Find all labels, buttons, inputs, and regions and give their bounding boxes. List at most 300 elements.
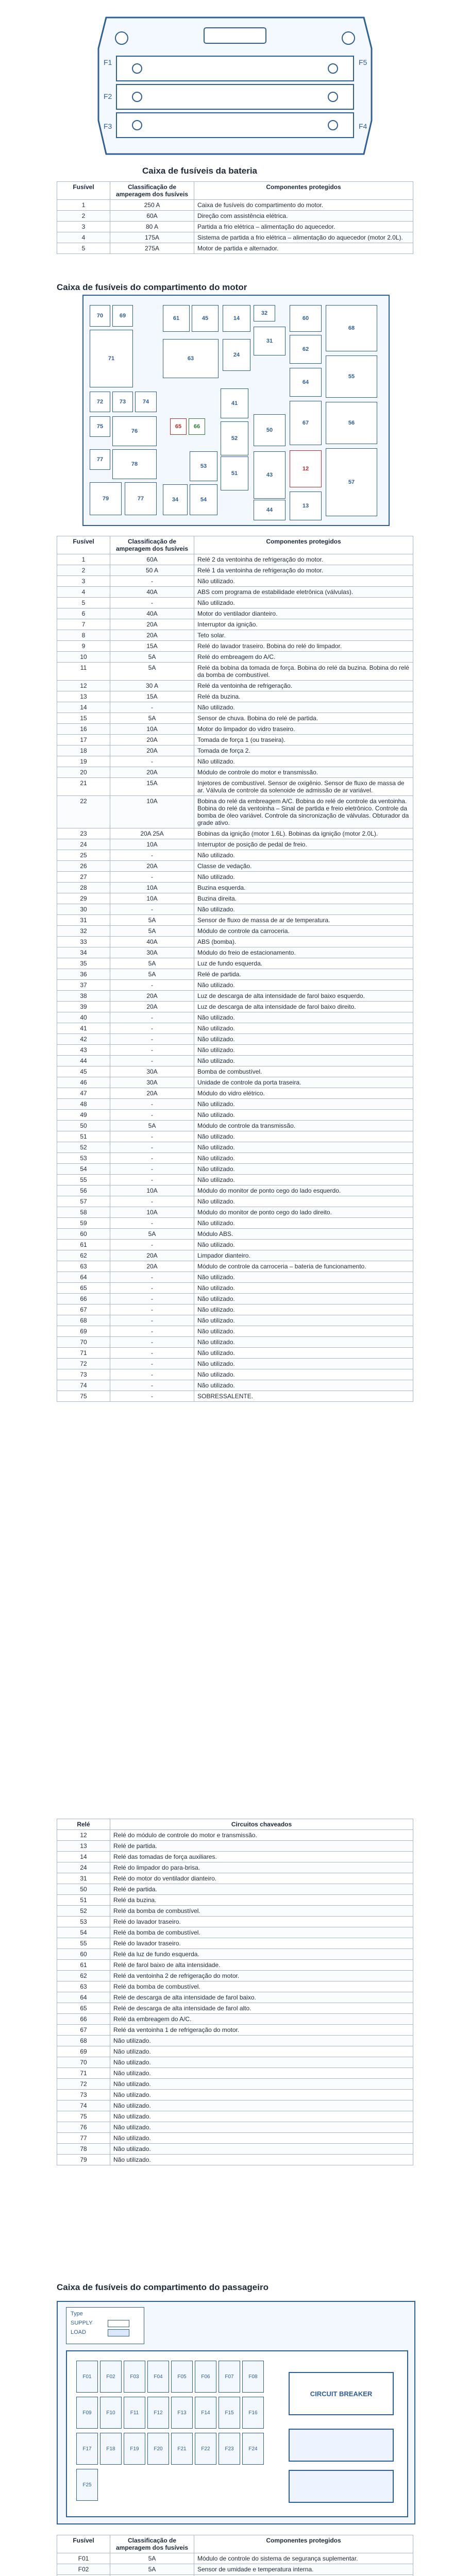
table-row xyxy=(57,1391,413,1402)
table-cell: 9 xyxy=(57,641,110,652)
table-cell: 78 xyxy=(57,2144,110,2155)
table-cell: 3 xyxy=(57,222,110,232)
table-cell: 13 xyxy=(57,1841,110,1852)
passenger-fuse-slot: F08 xyxy=(242,2361,264,2393)
table-row xyxy=(57,1369,413,1380)
table-row xyxy=(57,1830,413,1841)
table-cell: 77 xyxy=(57,2133,110,2144)
table-cell: 12 xyxy=(57,681,110,691)
table-row xyxy=(57,565,413,576)
table-row xyxy=(57,745,413,756)
table-cell: - xyxy=(110,1175,194,1185)
engine-header-fuse: Fusível xyxy=(57,536,110,554)
engine-fuse-77: 77 xyxy=(90,449,110,470)
table-row xyxy=(57,1971,413,1981)
engine-fuse-77b: 77 xyxy=(125,482,157,515)
table-row xyxy=(57,1873,413,1884)
passenger-fuse-slot: F17 xyxy=(76,2433,98,2465)
table-cell: 30 xyxy=(57,904,110,915)
table-cell: - xyxy=(110,1348,194,1359)
table-cell: 60A xyxy=(110,554,194,565)
table-cell: Não utilizado. xyxy=(194,1272,413,1283)
table-cell: Sistema de partida a frio elétrica – alimentação do aquecedor (motor 2.0L). xyxy=(194,232,413,243)
table-cell: 24 xyxy=(57,1862,110,1873)
table-cell: 63 xyxy=(57,1981,110,1992)
table-cell: Relé do embreagem do A/C. xyxy=(194,652,413,663)
table-row xyxy=(57,796,413,828)
table-cell: - xyxy=(110,1294,194,1304)
table-cell: Módulo do monitor de ponto cego do lado esquerdo. xyxy=(194,1185,413,1196)
table-cell: - xyxy=(110,1369,194,1380)
table-cell: 15A xyxy=(110,778,194,796)
table-cell: 74 xyxy=(57,2100,110,2111)
table-cell: Não utilizado. xyxy=(194,1034,413,1045)
table-cell: 24 xyxy=(57,839,110,850)
passenger-header-components: Componentes protegidos xyxy=(194,2535,413,2553)
table-cell: SOBRESSALENTE. xyxy=(194,1391,413,1402)
table-cell: Não utilizado. xyxy=(194,576,413,587)
table-cell: - xyxy=(110,1337,194,1348)
table-row xyxy=(57,713,413,724)
table-cell: 67 xyxy=(57,2025,110,2036)
table-cell: - xyxy=(110,1012,194,1023)
table-row xyxy=(57,200,413,211)
table-cell: Módulo ABS. xyxy=(194,1229,413,1240)
table-row xyxy=(57,2100,413,2111)
table-row xyxy=(57,1185,413,1196)
legend-type-label: Type xyxy=(71,2311,83,2317)
table-cell: - xyxy=(110,756,194,767)
table-row xyxy=(57,1250,413,1261)
table-cell: 63 xyxy=(57,1261,110,1272)
table-cell: 5A xyxy=(110,1121,194,1131)
table-cell: - xyxy=(110,1391,194,1402)
engine-fuse-67: 67 xyxy=(290,401,322,445)
table-row xyxy=(57,702,413,713)
passenger-fuse-slot: F24 xyxy=(242,2433,264,2465)
table-cell: 69 xyxy=(57,2046,110,2057)
table-cell: Relé do módulo de controle do motor e transmissão. xyxy=(110,1830,413,1841)
passenger-fuse-slot: F21 xyxy=(171,2433,193,2465)
table-cell: 19 xyxy=(57,756,110,767)
table-cell: 10A xyxy=(110,883,194,893)
table-cell: 75 xyxy=(57,1391,110,1402)
engine-fuse-55: 55 xyxy=(326,355,377,398)
table-cell: 20A 25A xyxy=(110,828,194,839)
table-cell: Não utilizado. xyxy=(194,1294,413,1304)
passenger-fuse-slot: F03 xyxy=(124,2361,145,2393)
table-cell: Módulo de controle da carroceria – bateria de funcionamento. xyxy=(194,1261,413,1272)
table-cell: 22 xyxy=(57,796,110,828)
engine-fuse-69: 69 xyxy=(112,305,133,327)
engine-fuse-63: 63 xyxy=(163,339,219,378)
engine-fuse-78: 78 xyxy=(112,449,157,479)
passenger-header-amp: Classificação de amperagem dos fusíveis xyxy=(110,2535,194,2553)
table-cell: 28 xyxy=(57,883,110,893)
table-row xyxy=(57,232,413,243)
table-cell: - xyxy=(110,1164,194,1175)
passenger-fuse-slot: F25 xyxy=(76,2469,98,2501)
engine-fuse-13: 13 xyxy=(290,492,322,520)
table-row xyxy=(57,926,413,937)
passenger-fuse-slot: F01 xyxy=(76,2361,98,2393)
table-cell: 50 A xyxy=(110,565,194,576)
table-row xyxy=(57,1852,413,1862)
table-cell: 45 xyxy=(57,1066,110,1077)
table-cell: 66 xyxy=(57,2014,110,2025)
table-row xyxy=(57,1862,413,1873)
engine-fuse-45: 45 xyxy=(192,305,219,332)
table-cell: Módulo de controle da transmissão. xyxy=(194,1121,413,1131)
table-cell: 17 xyxy=(57,735,110,745)
engine-fuse-66: 66 xyxy=(189,418,205,435)
table-row xyxy=(57,1012,413,1023)
table-cell: 51 xyxy=(57,1131,110,1142)
table-cell: 20A xyxy=(110,1002,194,1012)
table-row xyxy=(57,1023,413,1034)
table-cell: 20A xyxy=(110,991,194,1002)
table-cell: - xyxy=(110,1196,194,1207)
svg-text:F3: F3 xyxy=(104,122,112,130)
table-cell: 175A xyxy=(110,232,194,243)
table-cell: Não utilizado. xyxy=(194,1359,413,1369)
table-row xyxy=(57,1927,413,1938)
table-cell: 29 xyxy=(57,893,110,904)
table-cell: 70 xyxy=(57,2057,110,2068)
table-cell: Não utilizado. xyxy=(194,1142,413,1153)
table-cell: Motor do limpador do vidro traseiro. xyxy=(194,724,413,735)
table-row xyxy=(57,1938,413,1949)
table-row xyxy=(57,1099,413,1110)
engine-fuse-57: 57 xyxy=(326,448,377,516)
legend-supply-label: SUPPLY xyxy=(71,2320,93,2326)
table-cell: Não utilizado. xyxy=(194,1240,413,1250)
table-cell: Não utilizado. xyxy=(194,1369,413,1380)
table-row xyxy=(57,1229,413,1240)
table-row xyxy=(57,1981,413,1992)
table-cell: Relé de descarga de alta intensidade de farol alto. xyxy=(110,2003,413,2014)
table-row xyxy=(57,904,413,915)
table-cell: Buzina direita. xyxy=(194,893,413,904)
table-row xyxy=(57,1884,413,1895)
engine-fuse-68: 68 xyxy=(326,305,377,351)
table-row xyxy=(57,915,413,926)
engine-fuse-54: 54 xyxy=(190,484,217,515)
table-row xyxy=(57,1992,413,2003)
table-cell: 50 xyxy=(57,1121,110,1131)
table-cell: Relé de partida. xyxy=(110,1884,413,1895)
table-row xyxy=(57,1088,413,1099)
table-row xyxy=(57,222,413,232)
table-cell: 8 xyxy=(57,630,110,641)
table-cell: 62 xyxy=(57,1971,110,1981)
table-row xyxy=(57,724,413,735)
table-cell: 36 xyxy=(57,969,110,980)
table-cell: Relé de partida. xyxy=(110,1841,413,1852)
table-cell: 23 xyxy=(57,828,110,839)
table-cell: 71 xyxy=(57,2068,110,2079)
engine-fuse-65: 65 xyxy=(170,418,187,435)
engine-fuse-53: 53 xyxy=(190,451,217,481)
table-cell: Não utilizado. xyxy=(110,2090,413,2100)
table-cell: Relé do lavador traseiro. Bobina do relé do limpador. xyxy=(194,641,413,652)
table-cell: 40A xyxy=(110,937,194,947)
table-cell: Sensor de fluxo de massa de ar de temperatura. xyxy=(194,915,413,926)
table-cell: 53 xyxy=(57,1153,110,1164)
table-row xyxy=(57,937,413,947)
table-cell: 5A xyxy=(110,926,194,937)
table-row xyxy=(57,1380,413,1391)
table-cell: Módulo do monitor de ponto cego do lado direito. xyxy=(194,1207,413,1218)
table-cell: Classe de vedação. xyxy=(194,861,413,872)
engine-title: Caixa de fusíveis do compartimento do motor xyxy=(57,282,247,292)
table-cell: 6 xyxy=(57,608,110,619)
table-cell: Não utilizado. xyxy=(110,2068,413,2079)
table-cell: Não utilizado. xyxy=(194,1110,413,1121)
table-cell: - xyxy=(110,598,194,608)
table-cell: Não utilizado. xyxy=(194,1218,413,1229)
battery-table-body xyxy=(57,200,413,254)
table-row xyxy=(57,681,413,691)
table-cell: F01 xyxy=(57,2553,110,2564)
relay-header-relay: Relé xyxy=(57,1819,110,1830)
engine-table-body xyxy=(57,554,413,1402)
engine-fuse-43: 43 xyxy=(254,451,286,499)
table-cell: 10A xyxy=(110,796,194,828)
engine-fuse-34: 34 xyxy=(163,484,188,515)
table-cell: - xyxy=(110,1283,194,1294)
passenger-title: Caixa de fusíveis do compartimento do passageiro xyxy=(57,2282,268,2292)
engine-fuse-62: 62 xyxy=(290,335,322,364)
table-row xyxy=(57,1294,413,1304)
table-cell: 5A xyxy=(110,652,194,663)
table-cell: 14 xyxy=(57,1852,110,1862)
table-row xyxy=(57,2068,413,2079)
engine-fuse-61: 61 xyxy=(163,305,190,332)
table-cell: Relé do limpador do para-brisa. xyxy=(110,1862,413,1873)
table-row xyxy=(57,861,413,872)
table-cell: 26 xyxy=(57,861,110,872)
table-cell: 10A xyxy=(110,1185,194,1196)
table-cell: 20A xyxy=(110,630,194,641)
table-row xyxy=(57,1153,413,1164)
table-cell: Sensor de chuva. Bobina do relé de partida. xyxy=(194,713,413,724)
table-cell: 50 xyxy=(57,1884,110,1895)
table-cell: Não utilizado. xyxy=(110,2122,413,2133)
table-cell: Sensor de umidade e temperatura interna. xyxy=(194,2564,413,2575)
table-cell: 2 xyxy=(57,565,110,576)
table-row xyxy=(57,839,413,850)
table-row xyxy=(57,1895,413,1906)
table-row xyxy=(57,1315,413,1326)
table-cell: 5 xyxy=(57,243,110,254)
legend-supply-icon xyxy=(108,2320,129,2327)
passenger-fuse-slot: F22 xyxy=(195,2433,216,2465)
table-cell: - xyxy=(110,1304,194,1315)
table-row xyxy=(57,1261,413,1272)
table-cell: Não utilizado. xyxy=(110,2155,413,2165)
passenger-fuse-slot: F13 xyxy=(171,2397,193,2429)
table-row xyxy=(57,2036,413,2046)
table-cell: 65 xyxy=(57,2003,110,2014)
passenger-fuse-slot: F16 xyxy=(242,2397,264,2429)
circuit-breaker-block: CIRCUIT BREAKER xyxy=(289,2372,394,2415)
table-cell: 67 xyxy=(57,1304,110,1315)
relay-header-circuits: Circuitos chaveados xyxy=(110,1819,413,1830)
table-cell: 76 xyxy=(57,2122,110,2133)
engine-fuse-64: 64 xyxy=(290,368,322,397)
table-cell: 80 A xyxy=(110,222,194,232)
engine-fuse-50: 50 xyxy=(254,414,286,446)
table-row xyxy=(57,1949,413,1960)
table-cell: Não utilizado. xyxy=(194,1283,413,1294)
passenger-fuse-slot: F09 xyxy=(76,2397,98,2429)
table-cell: Relé do lavador traseiro. xyxy=(110,1938,413,1949)
table-row xyxy=(57,991,413,1002)
table-cell: 16 xyxy=(57,724,110,735)
table-cell: 60 xyxy=(57,1229,110,1240)
table-cell: 1 xyxy=(57,554,110,565)
table-cell: 20A xyxy=(110,735,194,745)
legend-load-label: LOAD xyxy=(71,2329,86,2335)
table-row xyxy=(57,1283,413,1294)
table-cell: 15A xyxy=(110,641,194,652)
table-cell: 5A xyxy=(110,969,194,980)
table-cell: Interruptor de posição de pedal de freio. xyxy=(194,839,413,850)
table-row xyxy=(57,2090,413,2100)
table-cell: - xyxy=(110,1240,194,1250)
passenger-table-body xyxy=(57,2553,413,2576)
table-row xyxy=(57,2111,413,2122)
table-cell: Relé da bomba de combustível. xyxy=(110,1927,413,1938)
table-cell: 15A xyxy=(110,691,194,702)
table-cell: Relé da ventoinha de refrigeração. xyxy=(194,681,413,691)
table-cell: 4 xyxy=(57,587,110,598)
relay-table xyxy=(57,1819,413,2165)
passenger-connector-1 xyxy=(289,2429,394,2462)
table-row xyxy=(57,872,413,883)
svg-text:F4: F4 xyxy=(359,122,367,130)
table-row xyxy=(57,893,413,904)
passenger-legend xyxy=(66,2307,144,2344)
table-cell: 79 xyxy=(57,2155,110,2165)
table-cell: Relé de partida. xyxy=(194,969,413,980)
relay-table-body xyxy=(57,1830,413,2165)
table-cell: 68 xyxy=(57,2036,110,2046)
table-row xyxy=(57,243,413,254)
table-cell: 14 xyxy=(57,702,110,713)
passenger-connector-2 xyxy=(289,2470,394,2503)
table-cell: 60 xyxy=(57,1949,110,1960)
passenger-header-fuse: Fusível xyxy=(57,2535,110,2553)
table-cell: 3 xyxy=(57,576,110,587)
table-cell: 20 xyxy=(57,767,110,778)
legend-load-icon xyxy=(108,2329,129,2336)
engine-fuse-76: 76 xyxy=(112,416,157,446)
table-cell: 32 xyxy=(57,926,110,937)
table-row xyxy=(57,767,413,778)
table-cell: Não utilizado. xyxy=(194,1056,413,1066)
table-cell: 5A xyxy=(110,2564,194,2575)
table-cell: 11 xyxy=(57,663,110,681)
table-cell: Não utilizado. xyxy=(110,2111,413,2122)
table-cell: Não utilizado. xyxy=(194,1348,413,1359)
passenger-table xyxy=(57,2535,413,2576)
table-cell: Unidade de controle da porta traseira. xyxy=(194,1077,413,1088)
table-cell: 62 xyxy=(57,1250,110,1261)
table-cell: 48 xyxy=(57,1099,110,1110)
table-cell: 25 xyxy=(57,850,110,861)
table-row xyxy=(57,1359,413,1369)
table-cell: - xyxy=(110,576,194,587)
table-cell: 20A xyxy=(110,619,194,630)
table-cell: Partida a frio elétrica – alimentação do aquecedor. xyxy=(194,222,413,232)
table-row xyxy=(57,2155,413,2165)
table-cell: Direção com assistência elétrica. xyxy=(194,211,413,222)
table-row xyxy=(57,1002,413,1012)
table-row xyxy=(57,850,413,861)
engine-header-components: Componentes protegidos xyxy=(194,536,413,554)
table-cell: 64 xyxy=(57,1272,110,1283)
table-cell: Relé do lavador traseiro. xyxy=(110,1917,413,1927)
table-row xyxy=(57,980,413,991)
table-cell: Luz de descarga de alta intensidade de farol baixo esquerdo. xyxy=(194,991,413,1002)
engine-fuse-12: 12 xyxy=(290,450,322,487)
table-cell: Não utilizado. xyxy=(194,872,413,883)
table-row xyxy=(57,1841,413,1852)
battery-header-components: Componentes protegidos xyxy=(194,182,413,200)
table-cell: Não utilizado. xyxy=(110,2100,413,2111)
table-row xyxy=(57,2057,413,2068)
table-cell: 40 xyxy=(57,1012,110,1023)
battery-table xyxy=(57,181,413,254)
table-cell: ABS (bomba). xyxy=(194,937,413,947)
svg-text:F1: F1 xyxy=(104,58,112,66)
table-row xyxy=(57,663,413,681)
table-cell: 31 xyxy=(57,915,110,926)
table-cell: 65 xyxy=(57,1283,110,1294)
passenger-fuse-slot: F15 xyxy=(219,2397,240,2429)
table-cell: Bobinas da ignição (motor 1.6L). Bobinas da ignição (motor 2.0L). xyxy=(194,828,413,839)
table-cell: 52 xyxy=(57,1906,110,1917)
table-cell: 4 xyxy=(57,232,110,243)
table-row xyxy=(57,2144,413,2155)
table-cell: 10A xyxy=(110,839,194,850)
engine-fuse-31: 31 xyxy=(254,327,286,355)
engine-fuse-60: 60 xyxy=(290,305,322,332)
passenger-fuse-slot: F20 xyxy=(147,2433,169,2465)
table-cell: 7 xyxy=(57,619,110,630)
table-row xyxy=(57,1077,413,1088)
engine-fuse-72: 72 xyxy=(90,392,110,412)
table-cell: Injetores de combustível. Sensor de oxigênio. Sensor de fluxo de massa de ar. Válvula de controle da solenoide de admissão de ar variável. xyxy=(194,778,413,796)
table-cell: Não utilizado. xyxy=(194,980,413,991)
passenger-housing xyxy=(66,2350,408,2517)
table-cell: Não utilizado. xyxy=(194,1164,413,1175)
passenger-fuse-slot: F18 xyxy=(100,2433,122,2465)
table-cell: 56 xyxy=(57,1185,110,1196)
table-cell: Não utilizado. xyxy=(110,2046,413,2057)
table-row xyxy=(57,630,413,641)
table-row xyxy=(57,1131,413,1142)
table-cell: Relé da bobina da tomada de força. Bobina do relé da buzina. Bobina do relé da bomba de combustível. xyxy=(194,663,413,681)
table-cell: 70 xyxy=(57,1337,110,1348)
table-cell: Buzina esquerda. xyxy=(194,883,413,893)
table-row xyxy=(57,1304,413,1315)
table-cell: Relé das tomadas de força auxiliares. xyxy=(110,1852,413,1862)
table-row xyxy=(57,587,413,598)
table-row xyxy=(57,2553,413,2564)
